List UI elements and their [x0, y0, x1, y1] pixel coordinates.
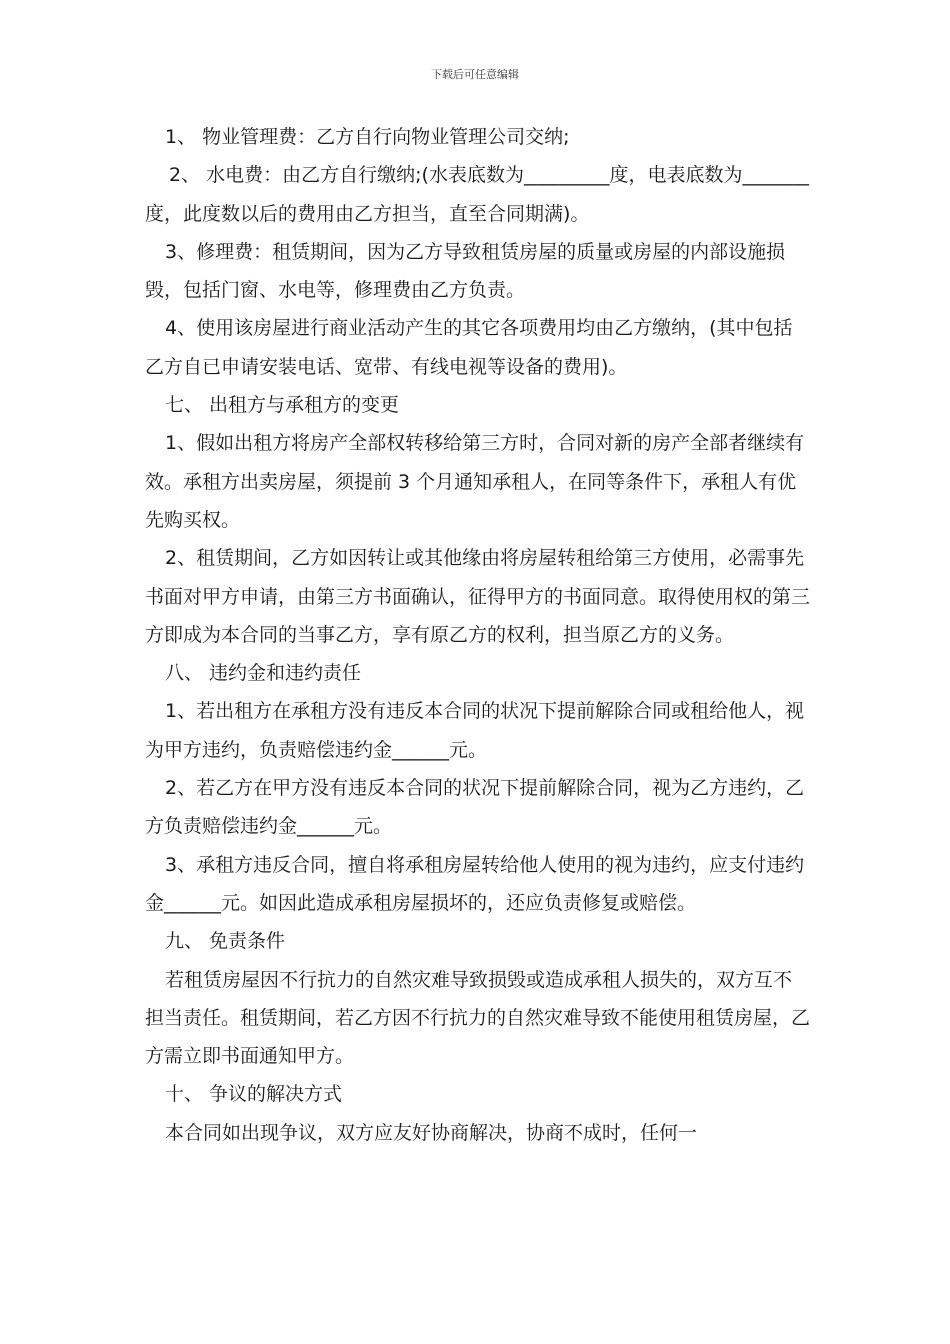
section-heading-10: 十、 争议的解决方式	[165, 1083, 343, 1106]
clause-7-1: 1、假如出租方将房产全部权转移给第三方时，合同对新的房产全部者继续有效。承租方出卖房屋，须提前 3 个月通知承租人，在同等条件下，承租人有优先购买权。	[145, 432, 805, 531]
section-heading-9: 九、 免责条件	[165, 930, 286, 953]
document-body	[145, 118, 810, 1152]
clause-8-1: 1、若出租方在承租方没有违反本合同的状况下提前解除合同或租给他人，视为甲方违约，负责赔偿违约金______元。	[145, 700, 805, 761]
clause-utilities: 2、 水电费：由乙方自行缴纳;(水表底数为_________度，电表底数为_______度，此度数以后的费用由乙方担当，直至合同期满)。	[145, 164, 809, 225]
clause-repair: 3、修理费：租赁期间，因为乙方导致租赁房屋的质量或房屋的内部设施损毁，包括门窗、水电等，修理费由乙方负责。	[145, 240, 786, 302]
clause-8-2: 2、若乙方在甲方没有违反本合同的状况下提前解除合同，视为乙方违约，乙方负责赔偿违约金______元。	[145, 777, 805, 838]
clause-10-body: 本合同如出现争议，双方应友好协商解决，协商不成时，任何一	[165, 1121, 698, 1144]
clause-9-body: 若租赁房屋因不行抗力的自然灾难导致损毁或造成承租人损失的，双方互不担当责任。租赁期间，若乙方因不行抗力的自然灾难导致不能使用租赁房屋，乙方需立即书面通知甲方。	[145, 968, 811, 1068]
clause-property-fee: 1、 物业管理费：乙方自行向物业管理公司交纳;	[165, 126, 570, 148]
clause-other-fees: 4、使用该房屋进行商业活动产生的其它各项费用均由乙方缴纳，(其中包括乙方自已申请安装电话、宽带、有线电视等设备的费用)。	[145, 317, 793, 378]
clause-7-2: 2、租赁期间，乙方如因转让或其他缘由将房屋转租给第三方使用，必需事先书面对甲方申请，由第三方书面确认，征得甲方的书面同意。取得使用权的第三方即成为本合同的当事乙方，享有原乙方的权利，担当原乙方的义务。	[145, 547, 811, 646]
page-header: 下载后可任意编辑	[431, 68, 519, 81]
section-heading-8: 八、 违约金和违约责任	[165, 662, 362, 685]
section-heading-7: 七、 出租方与承租方的变更	[165, 394, 400, 417]
clause-8-3: 3、承租方违反合同，擅自将承租房屋转给他人使用的视为违约，应支付违约金______元。如因此造成承租房屋损坏的，还应负责修复或赔偿。	[145, 853, 805, 914]
